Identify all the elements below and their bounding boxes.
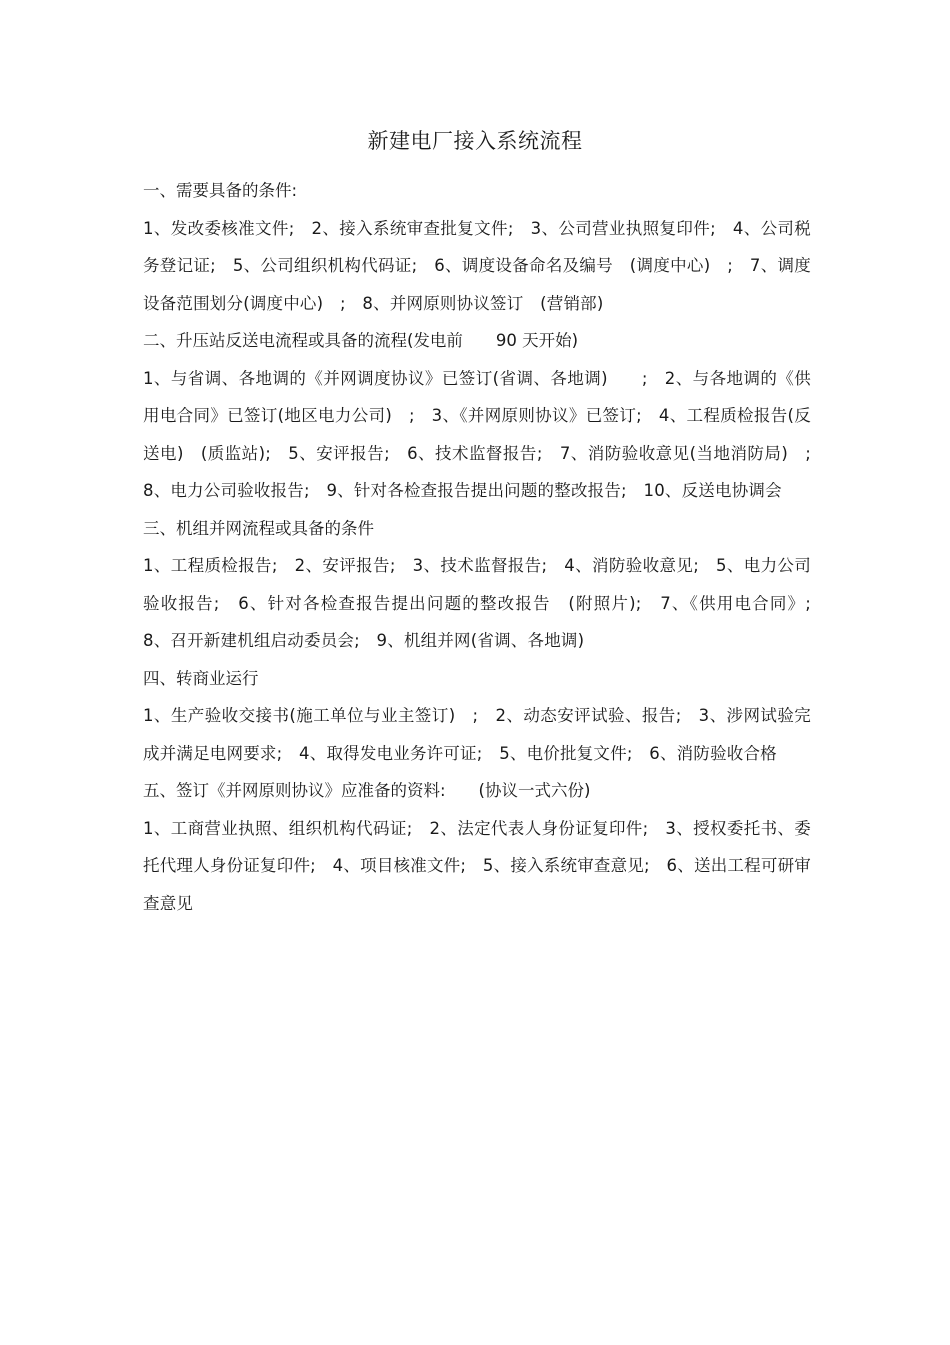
section-heading-5: 五、签订《并网原则协议》应准备的资料: (协议一式六份) [143, 781, 591, 800]
section-heading-1: 一、需要具备的条件: [143, 181, 298, 200]
section-body-3: 1、工程质检报告; 2、安评报告; 3、技术监督报告; 4、消防验收意见; 5、电力公司验收报告; 6、针对各检查报告提出问题的整改报告 (附照片); 7、《供用电合同》; 8、召开新建机组启动委员会; 9、机组并网(省调、各地调) [143, 556, 828, 650]
document-title: 新建电厂接入系统流程 [367, 129, 583, 153]
section-body-2: 1、与省调、各地调的《并网调度协议》已签订(省调、各地调) ; 2、与各地调的《供用电合同》已签订(地区电力公司) ; 3、《并网原则协议》已签订; 4、工程质检报告(反送电) (质监站); 5、安评报告; 6、技术监督报告; 7、消防验收意见(当地消防局) ; 8、电力公司验收报告; 9、针对各检查报告提出问题的整改报告; 10、反送电协调会 [143, 368, 828, 500]
section-heading-3: 三、机组并网流程或具备的条件 [143, 518, 374, 538]
section-heading-4: 四、转商业运行 [143, 668, 259, 688]
section-body-5: 1、工商营业执照、组织机构代码证; 2、法定代表人身份证复印件; 3、授权委托书、委托代理人身份证复印件; 4、项目核准文件; 5、接入系统审查意见; 6、送出工程可研审查意见 [143, 818, 811, 913]
section-body-4: 1、生产验收交接书(施工单位与业主签订) ; 2、动态安评试验、报告; 3、涉网试验完成并满足电网要求; 4、取得发电业务许可证; 5、电价批复文件; 6、消防验收合格 [143, 706, 811, 763]
section-heading-2: 二、升压站反送电流程或具备的流程(发电前 90 天开始) [143, 331, 579, 350]
document-body [143, 172, 828, 922]
section-body-1: 1、发改委核准文件; 2、接入系统审查批复文件; 3、公司营业执照复印件; 4、公司税务登记证; 5、公司组织机构代码证; 6、调度设备命名及编号 (调度中心) ; 7、调度设备范围划分(调度中心) ; 8、并网原则协议签订 (营销部) [143, 218, 811, 313]
